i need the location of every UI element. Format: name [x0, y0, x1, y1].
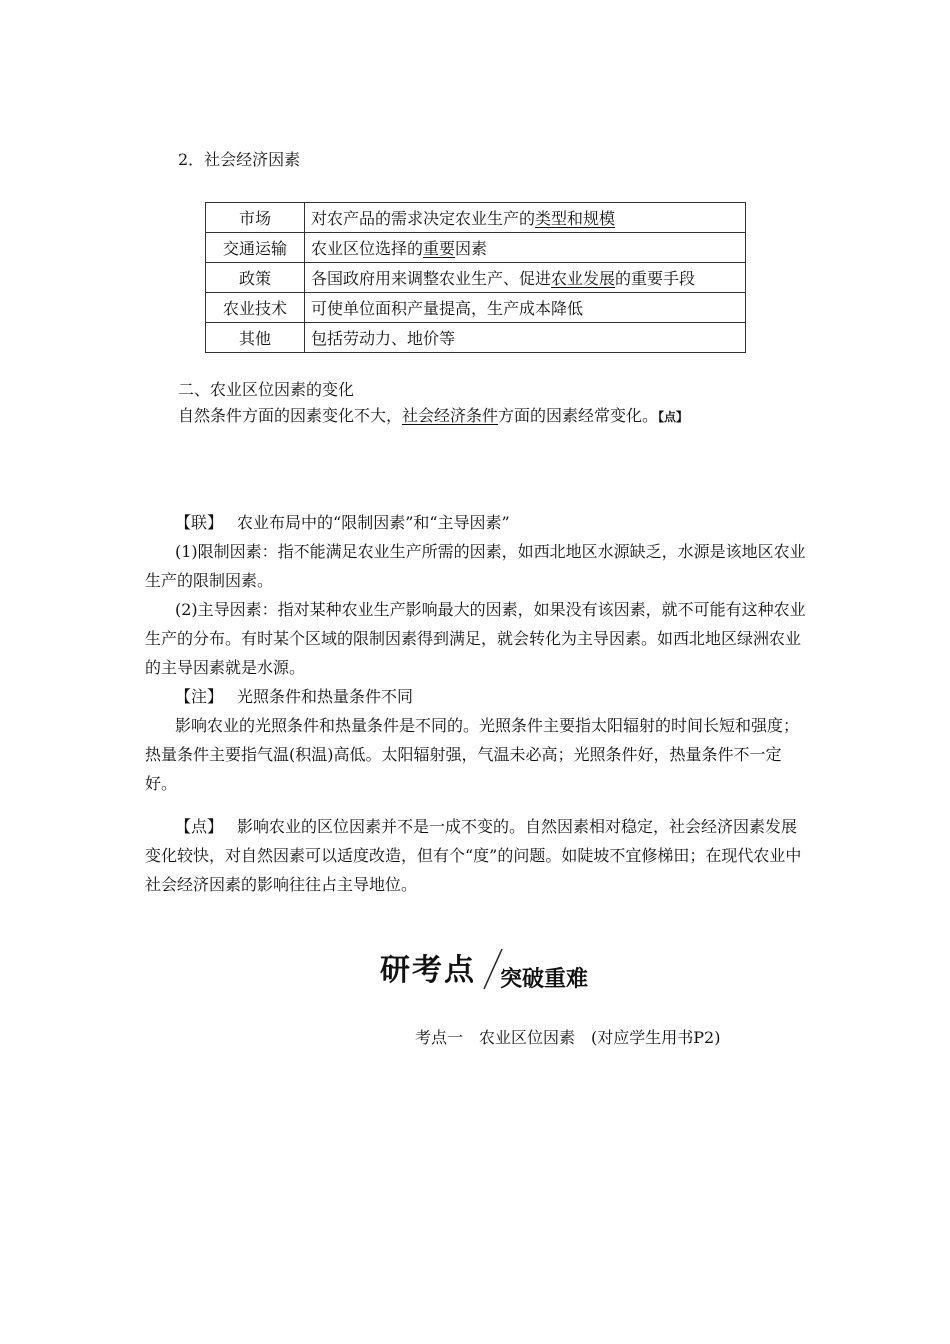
- dian-p: [145, 812, 810, 899]
- part2-underlined: 社会经济条件: [402, 406, 499, 425]
- zhu-heading: [145, 682, 810, 711]
- table-row: [206, 293, 746, 323]
- desc-underlined: 农业发展: [551, 269, 616, 288]
- desc-text-post: 的重要手段: [615, 269, 696, 288]
- factor-name: 农业技术: [206, 293, 305, 323]
- lian-p2: (2)主导因素：指对某种农业生产影响最大的因素，如果没有该因素，就不可能有这种农业生产的分布。有时某个区域的限制因素得到满足，就会转化为主导因素。如西北地区绿洲农业的主导因素就是水源。: [145, 600, 806, 677]
- part2-heading: 二、农业区位因素的变化: [178, 380, 355, 399]
- zhu-tag: 【注】: [175, 687, 224, 706]
- banner-title: 研考点: [380, 953, 476, 988]
- factor-name: 市场: [206, 203, 305, 233]
- banner-subtitle: 突破重难: [500, 967, 589, 992]
- zhu-p: 影响农业的光照条件和热量条件是不同的。光照条件主要指太阳辐射的时间长短和强度；热量条件主要指气温(积温)高低。太阳辐射强，气温未必高；光照条件好，热量条件不一定好。: [145, 716, 800, 793]
- table-row: [206, 203, 746, 233]
- desc-text: 可使单位面积产量提高，生产成本降低: [311, 299, 584, 318]
- factor-description: [305, 203, 746, 233]
- table-row: [206, 323, 746, 353]
- factor-name: 其他: [206, 323, 305, 353]
- desc-underlined: 类型和规模: [535, 209, 616, 228]
- factors-table: [205, 202, 746, 353]
- part2-text-post: 方面的因素经常变化。: [498, 406, 659, 425]
- desc-underlined: 重要: [423, 239, 456, 258]
- part2-text-pre: 自然条件方面的因素变化不大，: [178, 406, 403, 425]
- factor-description: [305, 293, 746, 323]
- zhu-title: 光照条件和热量条件不同: [237, 687, 414, 706]
- lian-heading: [145, 508, 810, 537]
- desc-text: 各国政府用来调整农业生产、促进: [311, 269, 552, 288]
- factor-description: [305, 233, 746, 263]
- factor-name: 政策: [206, 263, 305, 293]
- table-row: [206, 263, 746, 293]
- desc-text-post: 因素: [455, 239, 488, 258]
- lian-p1: (1)限制因素：指不能满足农业生产所需的因素，如西北地区水源缺乏，水源是该地区农业生产的限制因素。: [145, 542, 806, 590]
- table-row: [206, 233, 746, 263]
- lian-tag: 【联】: [175, 513, 224, 532]
- dian-tag: 【点】: [175, 817, 224, 836]
- section-banner: [380, 945, 610, 993]
- dian-tag-inline: 【点】: [658, 410, 689, 424]
- dian-text: 影响农业的区位因素并不是一成不变的。自然因素相对稳定，社会经济因素发展变化较快，对自然因素可以适度改造，但有个“度”的问题。如陡坡不宜修梯田；在现代农业中社会经济因素的影响往往占主导地位。: [145, 817, 802, 894]
- kaodian-heading: 考点一 农业区位因素 (对应学生用书P2): [415, 1028, 721, 1047]
- lian-title: 农业布局中的“限制因素”和“主导因素”: [237, 513, 510, 532]
- desc-text: 农业区位选择的: [311, 239, 424, 258]
- section-heading: 2．社会经济因素: [178, 150, 301, 169]
- desc-text: 包括劳动力、地价等: [311, 329, 456, 348]
- part2-line: [178, 406, 688, 427]
- factor-description: [305, 263, 746, 293]
- factor-name: 交通运输: [206, 233, 305, 263]
- desc-text: 对农产品的需求决定农业生产的: [311, 209, 536, 228]
- factor-description: [305, 323, 746, 353]
